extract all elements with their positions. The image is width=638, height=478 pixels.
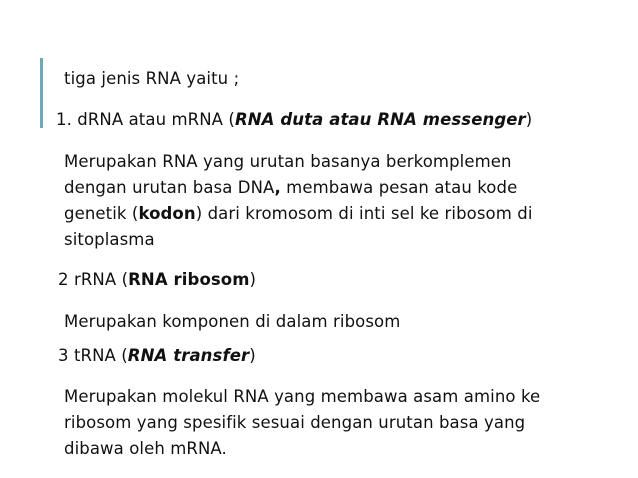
item2-description — [64, 309, 400, 335]
item3-heading-bold: RNA transfer — [127, 346, 250, 365]
item1-desc-line-2: dengan urutan basa DNA, membawa pesan atau kode — [64, 178, 518, 197]
item1-heading-prefix: 1. dRNA atau mRNA ( — [56, 110, 235, 129]
item3-heading — [58, 343, 256, 369]
item1-desc-line-3a: genetik ( — [64, 204, 139, 223]
intro-text — [64, 66, 239, 92]
item2-heading-bold: RNA ribosom — [128, 270, 250, 289]
item3-desc-line-2: ribosom yang spesifik sesuai dengan urutan basa yang — [64, 413, 526, 432]
item2-desc-text: Merupakan komponen di dalam ribosom — [64, 312, 401, 331]
item3-description — [64, 384, 540, 462]
item2-heading — [58, 267, 256, 293]
item3-desc-line-3: dibawa oleh mRNA. — [64, 439, 227, 458]
item1-desc-line-3b: ) dari kromosom di inti sel ke ribosom di — [195, 204, 533, 223]
item1-description — [64, 149, 533, 253]
item1-desc-line-2b: membawa pesan atau kode — [286, 178, 518, 197]
item1-heading-bold: RNA duta atau RNA messenger — [234, 110, 526, 129]
item1-desc-line-2a: dengan urutan basa DNA — [64, 178, 275, 197]
intro-label: tiga jenis RNA yaitu ; — [64, 69, 240, 88]
item1-desc-line-3 — [64, 201, 533, 227]
item2-heading-prefix: 2 rRNA ( — [58, 270, 129, 289]
item3-heading-prefix: 3 tRNA ( — [58, 346, 128, 365]
item2-heading-suffix: ) — [249, 270, 257, 289]
item3-desc-line-1: Merupakan molekul RNA yang membawa asam amino ke — [64, 387, 541, 406]
item3-heading-suffix: ) — [249, 346, 256, 365]
kodon-term: kodon — [138, 204, 196, 223]
item1-desc-line-1: Merupakan RNA yang urutan basanya berkomplemen — [64, 152, 512, 171]
item1-heading — [56, 107, 532, 133]
item1-desc-line-4: sitoplasma — [64, 230, 155, 249]
item1-heading-suffix: ) — [525, 110, 533, 129]
